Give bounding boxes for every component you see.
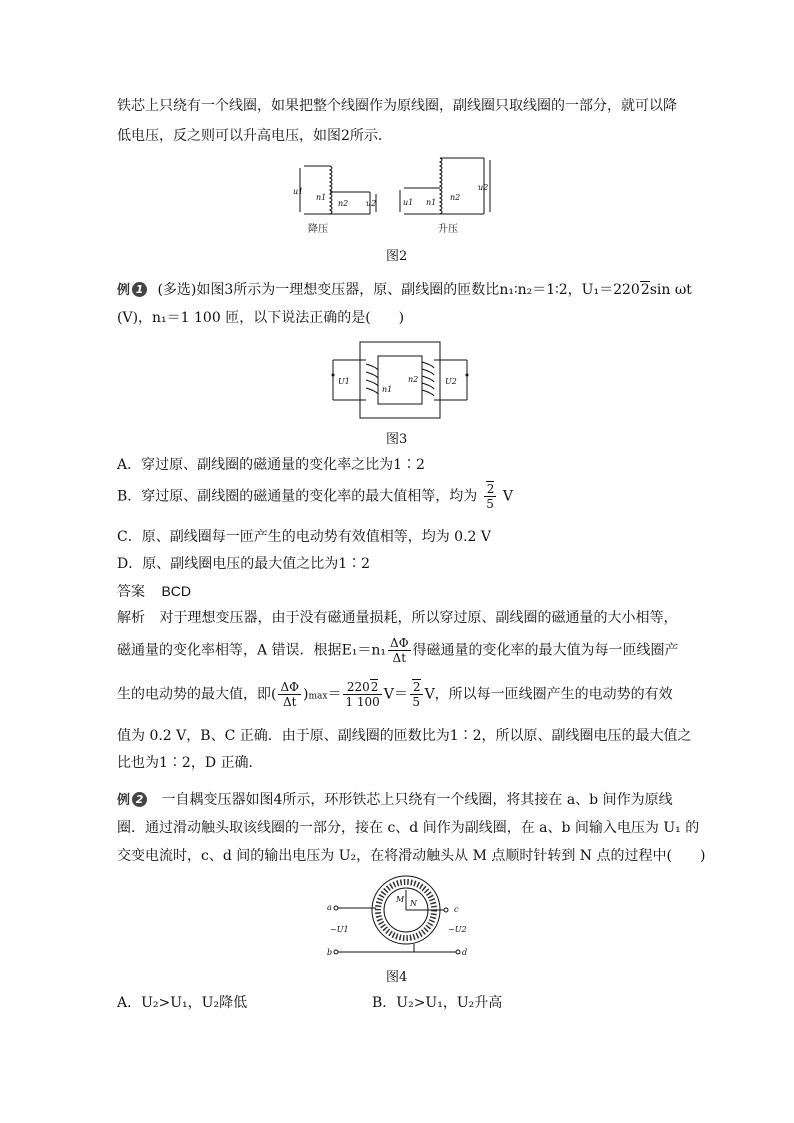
fig4-b: b <box>327 948 333 957</box>
fig2-left-label: 降压 <box>308 224 328 235</box>
fig2-u2-right: u2 <box>478 183 489 192</box>
example-1-stem-line-2: (V)，n₁＝1 100 匝，以下说法正确的是( ) <box>117 310 405 326</box>
fig3-n2: n2 <box>408 375 419 384</box>
analysis-frac-dphi-dt: $\frac{\Delta\Phi}{\Delta t}$ <box>390 636 409 665</box>
analysis-frac-220: $\frac{2202}{1 100}$ <box>345 680 380 709</box>
analysis-frac-dphi-dt-2: $\frac{\Delta\Phi}{\Delta t}$ <box>280 680 299 709</box>
fig2-n2-right: n2 <box>450 193 461 202</box>
analysis-line-3: 生的电动势的最大值，即( $\frac{\Delta\Phi}{\Delta t}$ )max＝ $\frac{2202}{1 100}$ V＝ $\frac{2}{5}$ V，所以每一匝线圈产生的电动势的有效 <box>117 680 673 709</box>
fig3-u2: U2 <box>445 377 457 386</box>
figure-3-caption: 图3 <box>386 432 408 447</box>
example-1-option-d: D．原、副线圈电压的最大值之比为1∶2 <box>117 556 371 572</box>
figure-4-diagram <box>326 872 472 962</box>
fig2-n2-left: n2 <box>338 199 349 208</box>
fig3-n1: n1 <box>382 385 393 394</box>
analysis-label: 解析 <box>117 610 145 626</box>
example-1-option-c: C．原、副线圈每一匝产生的电动势有效值相等，均为 0.2 V <box>117 529 491 545</box>
example-1-badge: 例 1 <box>117 281 147 301</box>
example-1-number: 1 <box>132 282 147 297</box>
figure-2-caption: 图2 <box>386 249 408 264</box>
option-b-fraction: $\frac{2}{5}$ <box>484 482 497 511</box>
analysis-line-1: 解析 对于理想变压器，由于没有磁通量损耗，所以穿过原、副线圈的磁通量的大小相等， <box>117 610 678 626</box>
analysis-line-4: 值为 0.2 V，B、C 正确．由于原、副线圈的匝数比为1∶2，所以原、副线圈电压的最大值之 <box>117 728 692 744</box>
fig4-u2: ~U2 <box>448 925 467 934</box>
fig3-u1: U1 <box>338 377 350 386</box>
answer-value: BCD <box>161 583 192 599</box>
example-2-stem-line-1: 例 2 一自耦变压器如图4所示，环形铁芯上只绕有一个线圈，将其接在 a、b 间作为原线 <box>117 790 673 811</box>
example-2-option-b: B．U₂>U₁，U₂升高 <box>372 995 503 1011</box>
fig4-n: N <box>410 899 417 908</box>
fig4-d: d <box>462 948 468 957</box>
fig2-u1-left: u1 <box>293 187 304 196</box>
figure-2-diagram <box>290 152 500 238</box>
sqrt-2: 2 <box>640 282 650 298</box>
figure-4-caption: 图4 <box>386 970 408 985</box>
fig2-u1-right: u1 <box>403 198 414 207</box>
analysis-frac-sqrt2-5: $\frac{2}{5}$ <box>410 680 423 709</box>
example-2-badge: 例 2 <box>117 791 147 811</box>
example-1-stem-line-1: 例 1 (多选)如图3所示为一理想变压器，原、副线圈的匝数比n₁∶n₂＝1∶2，U₁＝2202sin ωt <box>117 280 692 301</box>
answer-label: 答案 <box>117 584 145 600</box>
fig2-n1-left: n1 <box>316 193 327 202</box>
intro-line-2: 低电压，反之则可以升高电压，如图2所示． <box>117 128 392 144</box>
example-1-option-a: A．穿过原、副线圈的磁通量的变化率之比为1∶2 <box>117 457 425 473</box>
fig2-right-label: 升压 <box>438 224 458 235</box>
example-2-number: 2 <box>132 792 147 807</box>
fig4-u1: ~U1 <box>330 925 349 934</box>
figure-3-diagram <box>330 340 470 422</box>
example-2-stem-line-3: 交变电流时，c、d 间的输出电压为 U₂，在将滑动触头从 M 点顺时针转到 N 点的过程中( ) <box>117 848 706 864</box>
example-2-option-a: A．U₂>U₁，U₂降低 <box>117 995 248 1011</box>
fig2-n1-right: n1 <box>426 198 437 207</box>
example-2-stem-line-2: 圈．通过滑动触头取该线圈的一部分，接在 c、d 间作为副线圈，在 a、b 间输入电压为 U₁ 的 <box>117 820 700 836</box>
fig4-m: M <box>396 895 405 904</box>
fig2-u2-left: u2 <box>366 199 377 208</box>
analysis-line-2: 磁通量的变化率相等，A 错误．根据E₁＝n₁ $\frac{\Delta\Phi}{\Delta t}$ 得磁通量的变化率的最大值为每一匝线圈产 <box>117 636 679 665</box>
intro-line-1: 铁芯上只绕有一个线圈，如果把整个线圈作为原线圈，副线圈只取线圈的一部分，就可以降 <box>117 98 677 114</box>
example-1-answer <box>117 581 191 602</box>
analysis-line-5: 比也为1∶2，D 正确． <box>117 755 263 771</box>
fig4-a: a <box>327 903 332 912</box>
fig4-c: c <box>454 905 459 914</box>
example-1-option-b: B．穿过原、副线圈的磁通量的变化率的最大值相等，均为 $\frac{2}{5}$ V <box>117 482 513 511</box>
